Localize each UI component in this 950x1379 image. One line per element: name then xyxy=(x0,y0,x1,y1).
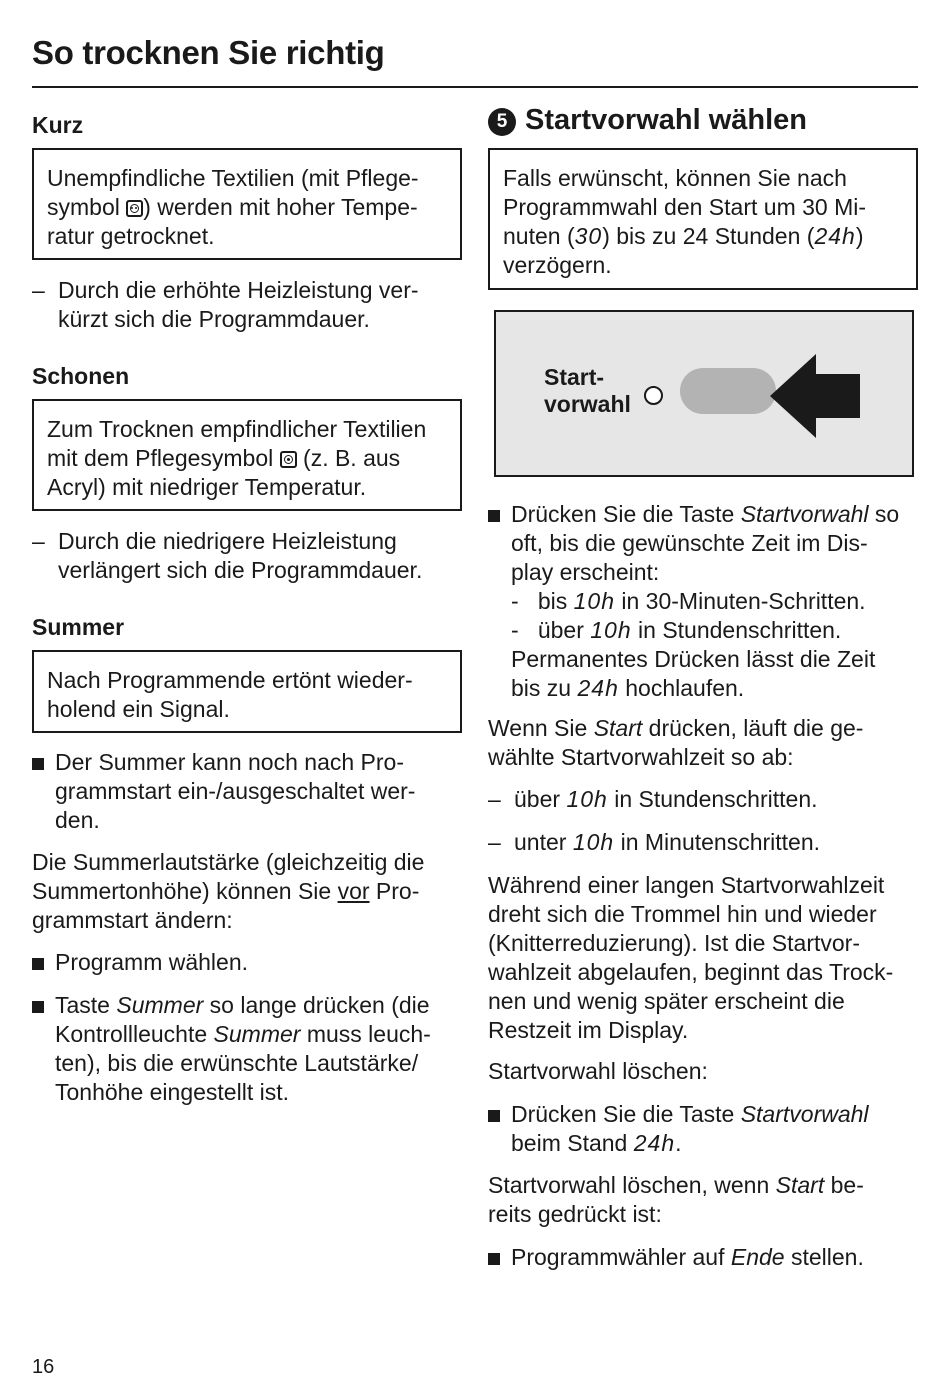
startvorwahl-panel-label: Start- vorwahl xyxy=(544,364,631,417)
kurz-info-box xyxy=(32,148,462,260)
summer-bullet-1: Der Summer kann noch nach Pro- grammstart ein-/ausgeschaltet wer- den. xyxy=(32,748,462,838)
summer-info-box: Nach Programmende ertönt wieder- holend ein Signal. xyxy=(32,650,462,733)
long-delay-paragraph: Während einer langen Startvorwahlzeit dreht sich die Trommel hin und wieder (Knitterreduzierung). Ist die Startvor- wahlzeit abgelaufen, beginnt das Trock- nen und wenig später erscheint die Restzeit im Display. xyxy=(488,872,894,1043)
summer-bullet-3: Taste Summer so lange drücken (die Kontrollleuchte Summer muss leuch- ten), bis die erwünschte Lautstärke/ Tonhöhe eingestellt ist. xyxy=(32,991,462,1111)
startvorwahl-button[interactable] xyxy=(680,368,776,414)
startvorwahl-bullet-2: Drücken Sie die Taste Startvorwahl beim Stand 24h. xyxy=(488,1100,920,1160)
page-title: So trocknen Sie richtig xyxy=(32,34,385,71)
schonen-dash-item: – Durch die niedrigere Heizleistung verlängert sich die Programmdauer. xyxy=(32,528,423,583)
title-divider xyxy=(32,86,918,88)
bullet-square-icon xyxy=(32,1001,44,1013)
page-number: 16 xyxy=(32,1356,55,1378)
startvorwahl-bullet-3: Programmwähler auf Ende stellen. xyxy=(488,1243,920,1273)
care-symbol-one-dot-icon xyxy=(280,451,297,468)
step-number-badge: 5 xyxy=(488,108,516,136)
indicator-light-icon xyxy=(644,386,663,405)
control-panel-illustration xyxy=(494,310,914,477)
startvorwahl-dash-2: – unter 10h in Minutenschritten. xyxy=(488,829,821,855)
summer-volume-paragraph: Die Summerlautstärke (gleichzeitig die Summertonhöhe) können Sie vor Pro- grammstart ändern: xyxy=(32,849,425,933)
summer-bullet-2: Programm wählen. xyxy=(32,948,462,978)
kurz-dash-item: – Durch die erhöhte Heizleistung ver- kürzt sich die Programmdauer. xyxy=(32,277,419,332)
section-heading-schonen: Schonen xyxy=(32,363,130,389)
start-paragraph: Wenn Sie Start drücken, läuft die ge- wählte Startvorwahlzeit so ab: xyxy=(488,715,864,770)
bullet-square-icon xyxy=(32,758,44,770)
pointing-arrow-icon xyxy=(770,350,862,442)
schonen-box-line-3: Acryl) mit niedriger Temperatur. xyxy=(47,474,367,500)
schonen-box-line-2: mit dem Pflegesymbol (z. B. aus xyxy=(47,445,401,471)
bullet-square-icon xyxy=(488,510,500,522)
bullet-square-icon xyxy=(488,1253,500,1265)
startvorwahl-dash-1: – über 10h in Stundenschritten. xyxy=(488,786,818,812)
schonen-info-box xyxy=(32,399,462,511)
kurz-box-line-3: ratur getrocknet. xyxy=(47,223,215,249)
clear-after-start-paragraph: Startvorwahl löschen, wenn Start be- reits gedrückt ist: xyxy=(488,1172,864,1227)
bullet-square-icon xyxy=(488,1110,500,1122)
care-symbol-two-dots-icon xyxy=(126,200,143,217)
section-heading-kurz: Kurz xyxy=(32,112,84,138)
bullet-square-icon xyxy=(32,958,44,970)
startvorwahl-info-box: Falls erwünscht, können Sie nach Programmwahl den Start um 30 Mi- nuten (30) bis zu 24 Stunden (24h) verzögern. xyxy=(488,148,918,290)
kurz-box-line-1: Unempfindliche Textilien (mit Pflege- xyxy=(47,165,419,191)
kurz-box-line-2: symbol ) werden mit hoher Tempe- xyxy=(47,194,418,220)
section-heading-summer: Summer xyxy=(32,614,125,640)
schonen-box-line-1: Zum Trocknen empfindlicher Textilien xyxy=(47,416,427,442)
startvorwahl-bullet-1: Drücken Sie die Taste Startvorwahl so oft, bis die gewünschte Zeit im Dis- play erscheint: - bis 10h in 30-Minuten-Schritten. - über 10h in Stundenschritten. Permanentes Drücken lässt die Zeit bis zu 24h hochlaufen. xyxy=(488,500,920,700)
section-heading-startvorwahl: Startvorwahl wählen xyxy=(525,104,808,136)
clear-heading: Startvorwahl löschen: xyxy=(488,1058,708,1084)
